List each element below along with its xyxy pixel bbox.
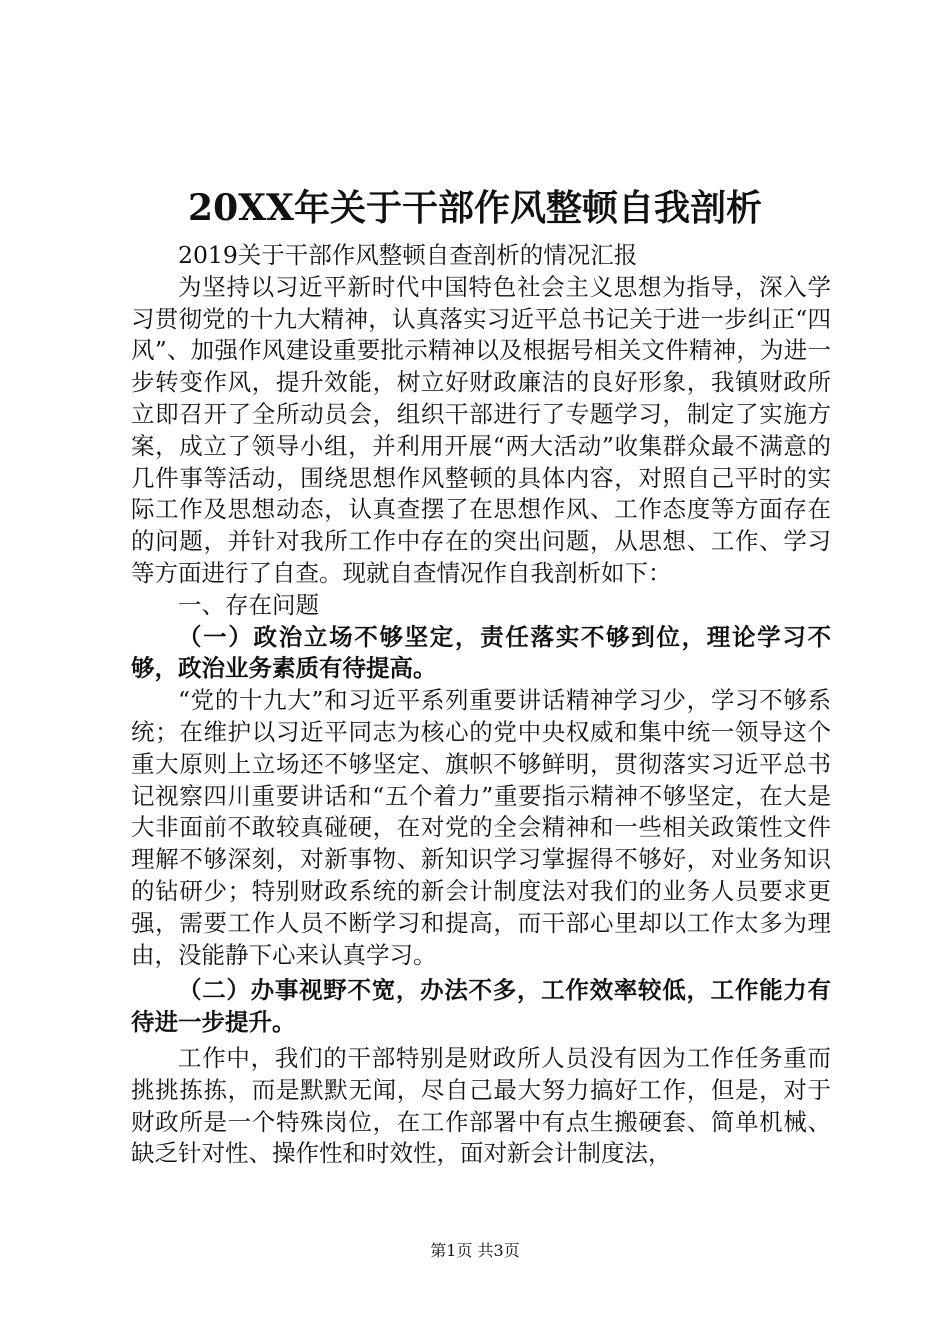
- subsection-1-paragraph: “党的十九大”和习近平系列重要讲话精神学习少，学习不够系统；在维护以习近平同志为核心的党中央权威和集中统一领导这个重大原则上立场还不够坚定、旗帜不够鲜明，贯彻落实习近平总书记视察四川重要讲话和“五个着力”重要指示精神不够坚定，在大是大非面前不敢较真碰硬，在对党的全会精神和一些相关政策性文件理解不够深刻，对新事物、新知识学习掌握得不够好，对业务知识的钻研少；特别财政系统的新会计制度法对我们的业务人员要求更强，需要工作人员不断学习和提高，而干部心里却以工作太多为理由，没能静下心来认真学习。: [131, 686, 831, 969]
- document-title: 20XX年关于干部作风整顿自我剖析: [188, 187, 762, 229]
- report-heading: 2019关于干部作风整顿自查剖析的情况汇报: [178, 241, 638, 269]
- subsection-heading-1: （一）政治立场不够坚定，责任落实不够到位，理论学习不够，政治业务素质有待提高。: [131, 622, 831, 683]
- document-body: [131, 240, 831, 1170]
- subsection-heading-2: （二）办事视野不宽，办法不多，工作效率较低，工作能力有待进一步提升。: [131, 976, 831, 1037]
- subsection-2-paragraph: 工作中，我们的干部特别是财政所人员没有因为工作任务重而挑挑拣拣，而是默默无闻，尽自己最大努力搞好工作，但是，对于财政所是一个特殊岗位，在工作部署中有点生搬硬套、简单机械、缺乏针对性、操作性和时效性，面对新会计制度法，: [131, 1043, 831, 1168]
- page-number: 第1页 共3页: [430, 1241, 520, 1260]
- section-heading-problems: 一、存在问题: [178, 590, 319, 619]
- intro-paragraph: 为坚持以习近平新时代中国特色社会主义思想为指导，深入学习贯彻党的十九大精神，认真落实习近平总书记关于进一步纠正“四风”、加强作风建设重要批示精神以及根据号相关文件精神，为进一步转变作风，提升效能，树立好财政廉洁的良好形象，我镇财政所立即召开了全所动员会，组织干部进行了专题学习，制定了实施方案，成立了领导小组，并利用开展“两大活动”收集群众最不满意的几件事等活动，围绕思想作风整顿的具体内容，对照自己平时的实际工作及思想动态，认真查摆了在思想作风、工作态度等方面存在的问题，并针对我所工作中存在的突出问题，从思想、工作、学习等方面进行了自查。现就自查情况作自我剖析如下：: [131, 272, 831, 587]
